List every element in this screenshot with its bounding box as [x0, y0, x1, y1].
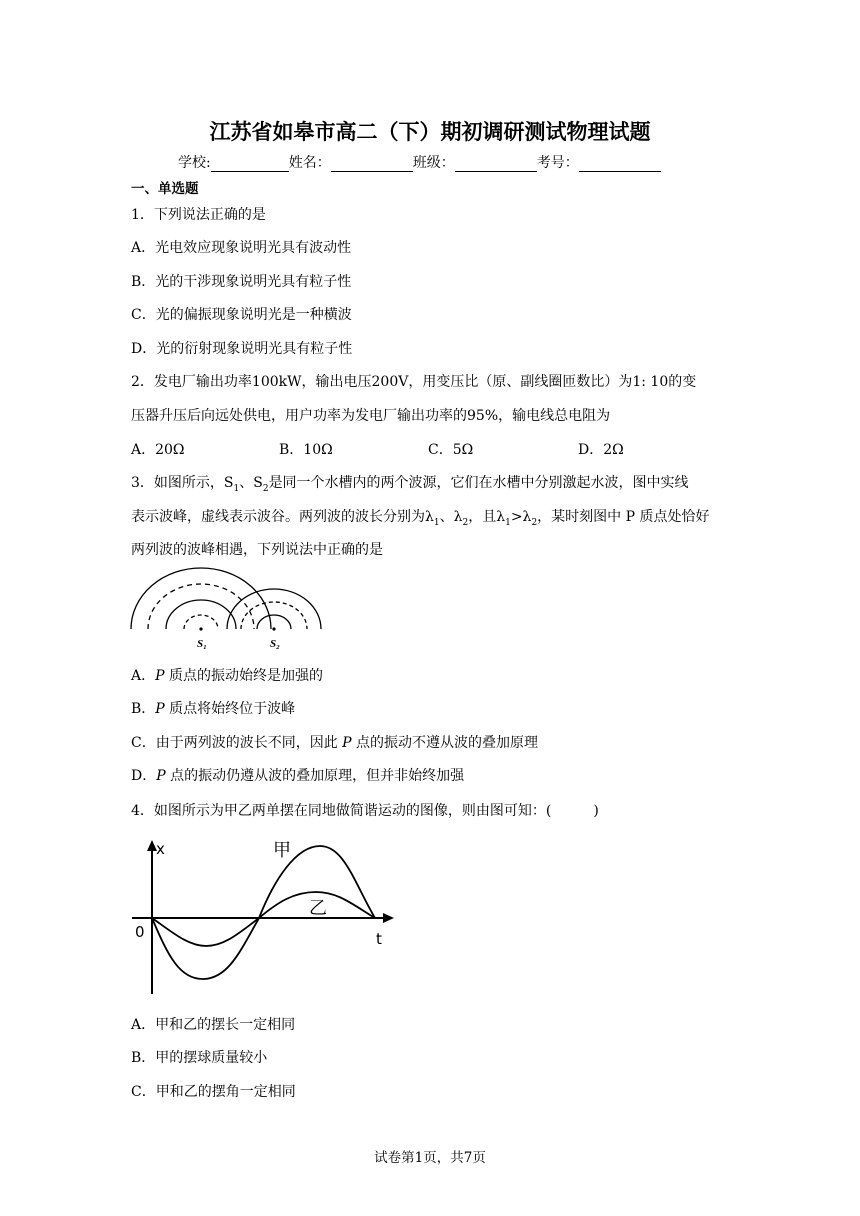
q2-option-c: C．5Ω — [428, 442, 474, 458]
page-footer: 试卷第1页，共7页 — [374, 1150, 486, 1166]
wave-interference-figure — [128, 566, 323, 650]
curve-jia-label: 甲 — [273, 840, 291, 861]
exam-no-label: 考号： — [536, 155, 579, 171]
question-3-stem-line2: 表示波峰，虚线表示波谷。两列波的波长分别为$\lambda_1$、$\lambda_2$，且$\lambda_1>\lambda_2$，某时刻图中 P 质点处恰好 — [131, 509, 710, 528]
question-1-stem: 1．下列说法正确的是 — [131, 207, 266, 223]
pendulum-graph — [128, 836, 398, 998]
student-info-line — [178, 152, 661, 172]
question-2-stem-line1: 2．发电厂输出功率100kW，输出电压200V，用变压比（原、副线圈匝数比）为1: 10的变 — [131, 374, 697, 390]
q2-option-a: A．20Ω — [131, 442, 185, 458]
s2-label: S₂ — [270, 638, 280, 650]
name-label: 姓名： — [288, 155, 331, 171]
q3-option-b: B．P 质点将始终位于波峰 — [131, 701, 296, 717]
x-axis-label: t — [376, 930, 382, 948]
question-3-stem-line1: 3．如图所示，$S_1$、$S_2$是同一个水槽内的两个波源，它们在水槽中分别激起水波，图中实线 — [131, 475, 689, 494]
school-label: 学校: — [178, 155, 211, 171]
school-blank[interactable] — [211, 157, 289, 172]
q1-option-b: B．光的干涉现象说明光具有粒子性 — [131, 274, 352, 290]
q1-option-d: D．光的衍射现象说明光具有粒子性 — [131, 341, 353, 357]
s1-label: S₁ — [197, 638, 207, 650]
section-heading: 一、单选题 — [131, 181, 199, 197]
q3-option-a: A．P 质点的振动始终是加强的 — [131, 668, 323, 684]
q1-option-c: C．光的偏振现象说明光是一种横波 — [131, 307, 352, 323]
q4-option-b: B．甲的摆球质量较小 — [131, 1050, 268, 1066]
q4-option-a: A．甲和乙的摆长一定相同 — [131, 1017, 296, 1033]
question-2-stem-line2: 压器升压后向远处供电，用户功率为发电厂输出功率的95%，输电线总电阻为 — [131, 408, 611, 424]
class-label: 班级： — [412, 155, 455, 171]
page-title: 江苏省如皋市高二（下）期初调研测试物理试题 — [209, 120, 651, 144]
origin-label: 0 — [135, 923, 145, 941]
q1-option-a: A．光电效应现象说明光具有波动性 — [131, 240, 352, 256]
question-3-stem-line3: 两列波的波峰相遇，下列说法中正确的是 — [131, 542, 383, 558]
question-4-stem: 4．如图所示为甲乙两单摆在同地做简谐运动的图像，则由图可知：( ) — [131, 803, 599, 819]
y-axis-label: x — [156, 840, 165, 858]
q2-option-b: B．10Ω — [279, 442, 333, 458]
class-blank[interactable] — [455, 157, 537, 172]
q4-option-c: C．甲和乙的摆角一定相同 — [131, 1084, 296, 1100]
name-blank[interactable] — [331, 157, 413, 172]
q3-option-c: C．由于两列波的波长不同，因此 P 点的振动不遵从波的叠加原理 — [131, 735, 539, 751]
q2-option-d: D．2Ω — [578, 442, 624, 458]
q3-option-d: D．P 点的振动仍遵从波的叠加原理，但并非始终加强 — [131, 768, 465, 784]
curve-yi-label: 乙 — [309, 898, 327, 919]
exam-no-blank[interactable] — [579, 157, 661, 172]
curve-jia — [152, 846, 375, 979]
